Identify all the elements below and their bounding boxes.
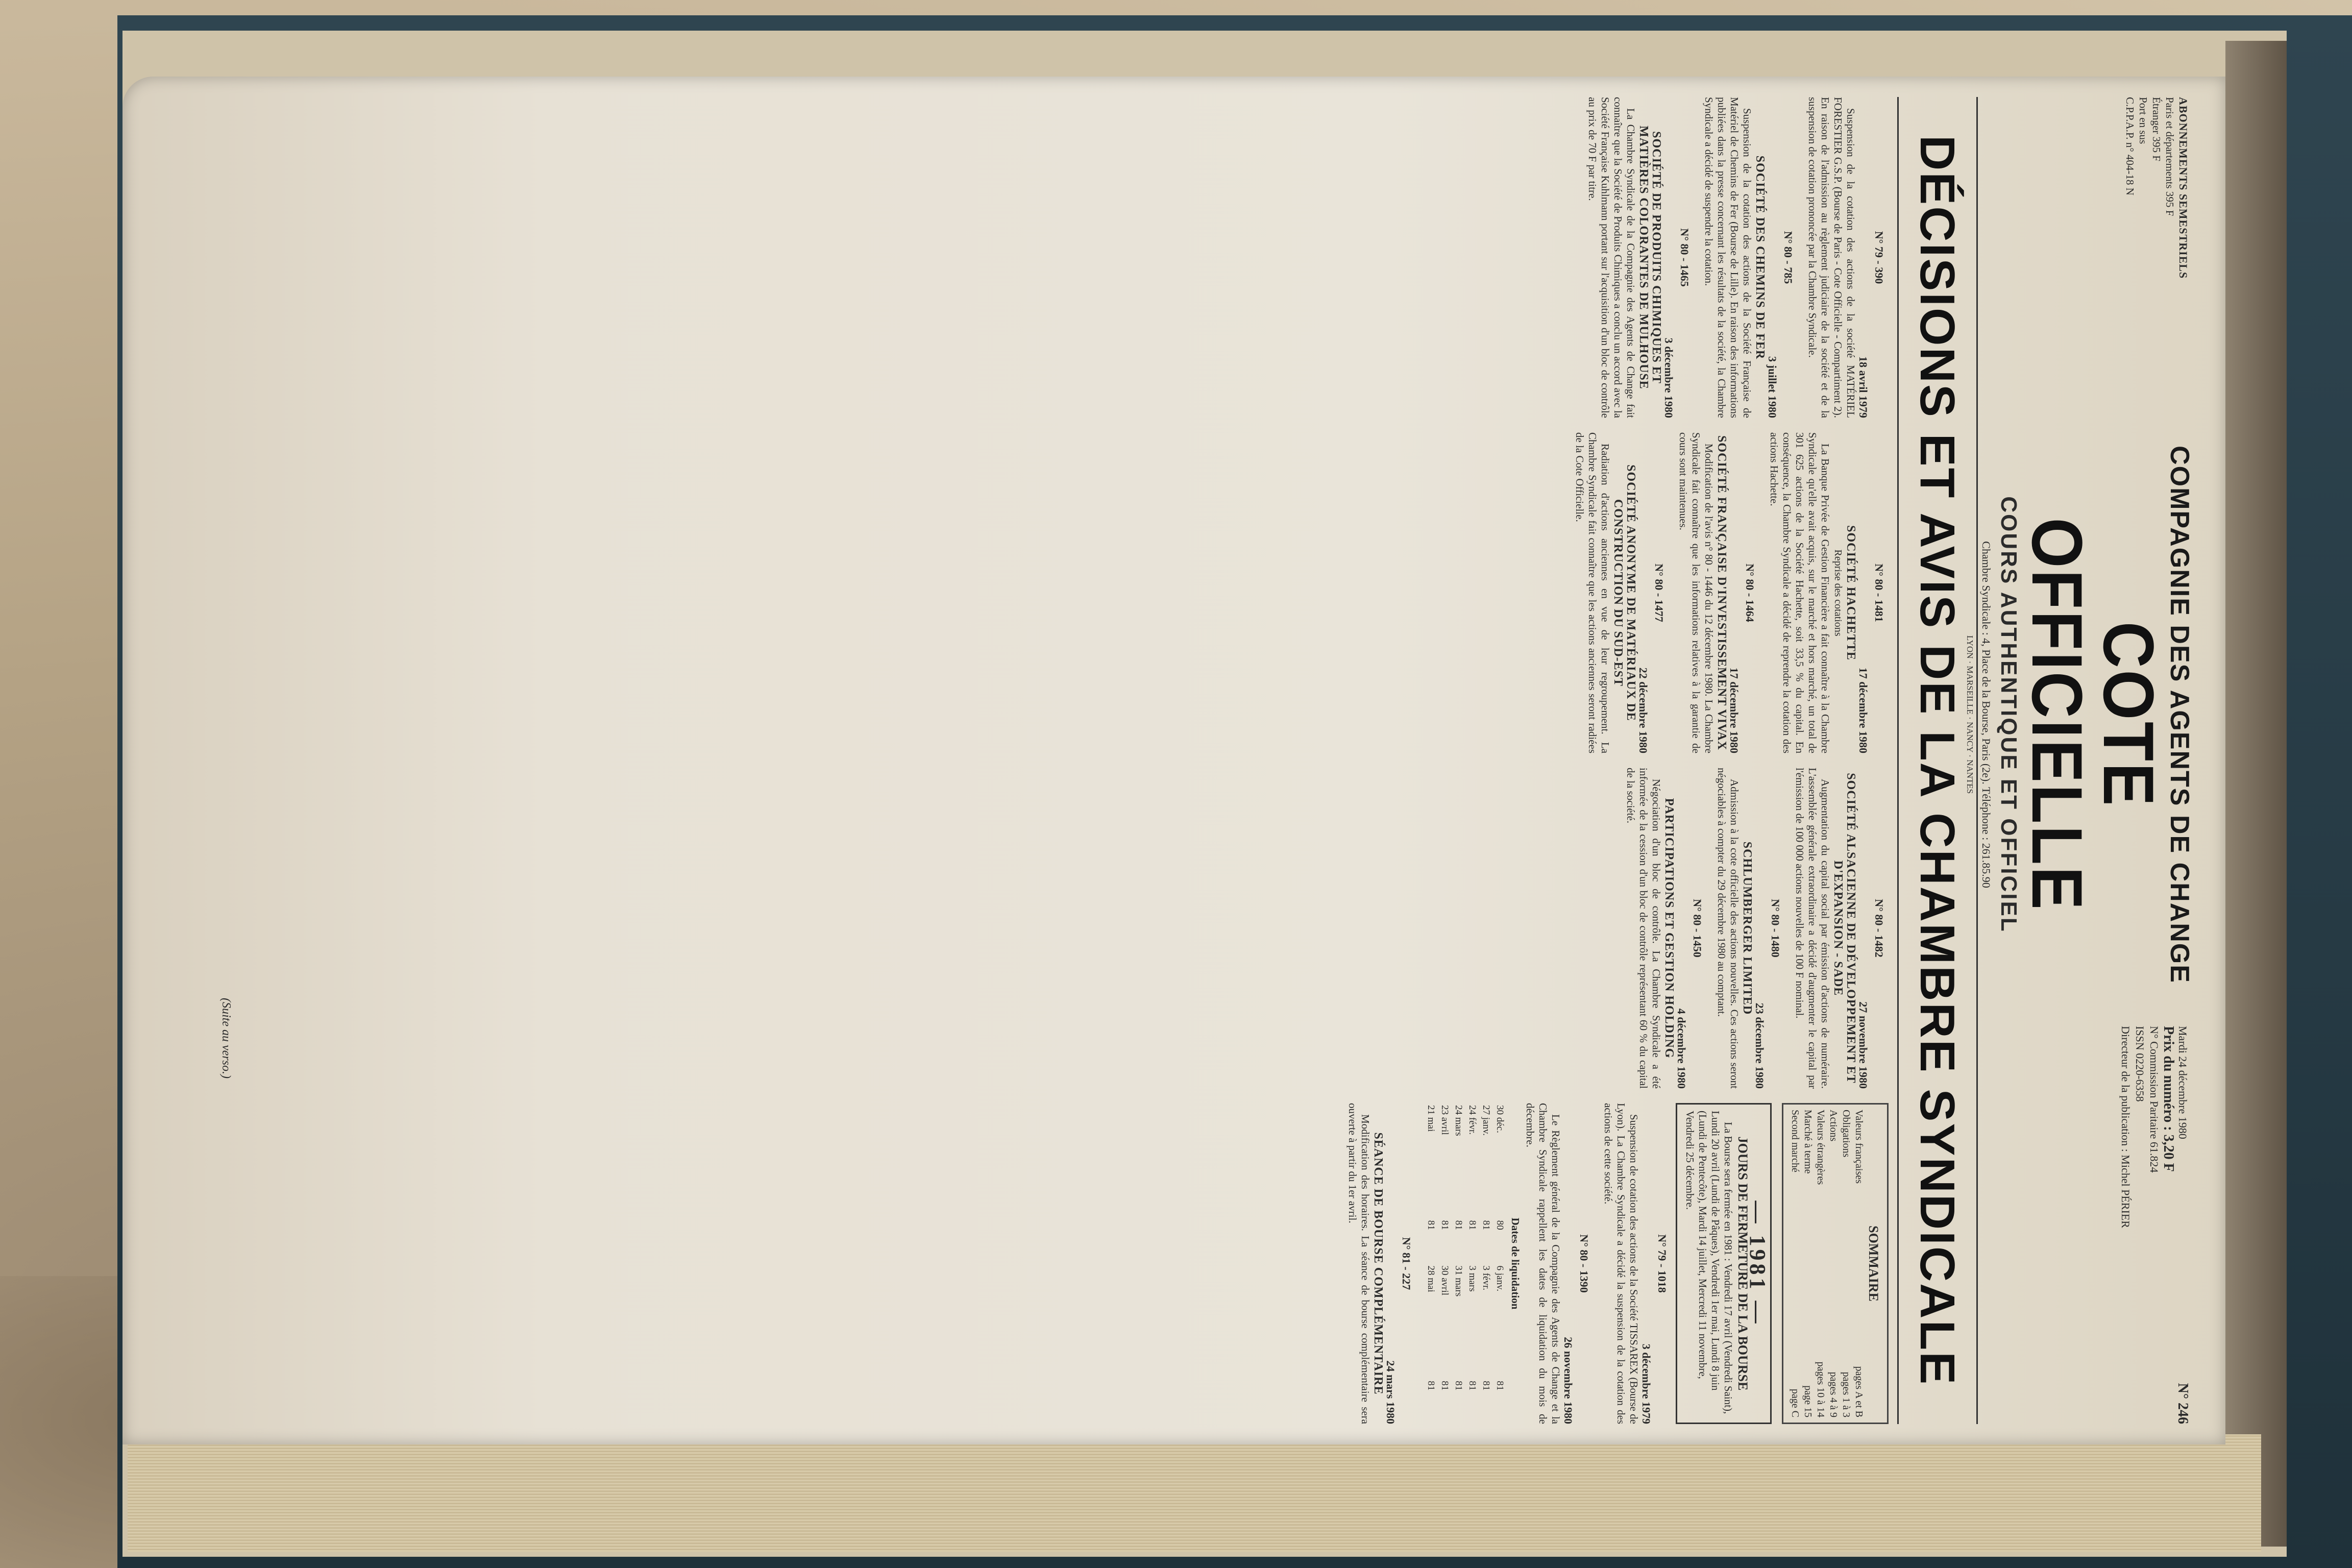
company-heading: SCHLUMBERGER LIMITED (1741, 841, 1754, 1015)
closing-days-text: La Bourse sera fermée en 1981 : Vendredi 17 avril (Vendredi Saint), Lundi 20 avril (Lundi de Pâques), Vendredi 1er mai, Lundi 8 juin (Lundi de Pentecôte), Mardi 14 juillet, Mercredi 11 novembre, Vendredi 25 décembre. (1684, 1111, 1734, 1414)
company-heading: SOCIÉTÉ FRANÇAISE D'INVESTISSEMENT VIVAX (1715, 435, 1728, 750)
table-row (1465, 1103, 1479, 1424)
subscription-line-1: Paris et départements 395 F (2164, 97, 2176, 216)
table-cell: 81 (1439, 1220, 1450, 1230)
summary-page: page 15 (1802, 1385, 1814, 1417)
notice-text: Admission à la cote officielle des actions nouvelles. Ces actions seront négociables à compter du 29 décembre 1980 au comptant. (1716, 768, 1741, 1089)
column-1 (204, 97, 1889, 418)
closing-days-box (1676, 1103, 1772, 1424)
issue-info (2118, 1026, 2190, 1424)
notice-number: N° 80 - 1481 (1873, 564, 1885, 622)
table-row (1424, 1103, 1438, 1424)
summary-page: pages 10 à 14 (1815, 1361, 1826, 1417)
notice-80-1390 (1424, 1103, 1590, 1424)
article-columns (204, 97, 1889, 1424)
table-cell: 24 mars (1453, 1105, 1464, 1136)
table-cell: 81 (1426, 1381, 1436, 1391)
notice-number: N° 80 - 1390 (1578, 1234, 1590, 1293)
masthead-rule (1976, 97, 1978, 1424)
company-heading: SOCIÉTÉ DE PRODUITS CHIMIQUES ET MATIÈRES COLORANTES DE MULHOUSE (1637, 126, 1663, 389)
summary-label: Obligations (1841, 1110, 1852, 1158)
notice-79-390 (1806, 97, 1885, 418)
masthead (1965, 97, 2195, 1424)
page-edges (128, 1434, 2261, 1552)
summary-label: Marché à terme (1802, 1110, 1814, 1174)
notice-81-227 (1346, 1103, 1413, 1424)
book-spine (2225, 41, 2287, 1547)
notice-date: 26 novembre 1980 (1562, 1337, 1575, 1424)
notice-date: 3 décembre 1980 (1662, 337, 1675, 418)
column-4 (204, 1103, 1889, 1424)
publication-title: COTE OFFICIELLE (2017, 518, 2169, 912)
table-cell: 81 (1439, 1381, 1450, 1391)
table-cell: 3 févr. (1481, 1265, 1491, 1291)
summary-page: pages A et B (1853, 1366, 1865, 1417)
table-cell: 81 (1481, 1381, 1491, 1391)
notice-80-1480 (1715, 768, 1782, 1089)
subscription-line-3: Port en sus (2137, 97, 2149, 144)
column-3 (204, 768, 1889, 1089)
notice-text: Suspension de la cotation des actions de la société MATÉRIEL FORESTIER G.S.P. (Bourse de Paris - Cote Officielle - Compartiment 2). En raison de l'admission au règlement judiciaire de la société et de la suspension de cotation prononcée par la Chambre Syndicale. (1806, 97, 1857, 418)
table-cell: 24 févr. (1467, 1105, 1478, 1135)
notice-date: 22 décembre 1980 (1637, 667, 1650, 753)
notice-number: N° 80 - 1464 (1744, 564, 1756, 622)
address-line: Chambre Syndicale : 4, Place de la Bourse, Paris (2e). Téléphone : 261.85.90 (1980, 541, 1993, 888)
table-cell: 23 avril (1439, 1105, 1450, 1135)
notice-number: N° 80 - 1450 (1691, 899, 1704, 958)
column-2 (204, 432, 1889, 753)
notice-date: 24 mars 1980 (1384, 1360, 1397, 1424)
notice-text: Négociation d'un bloc de contrôle. La Chambre Syndicale a été informée de la cession d'un bloc de contrôle représentant 60 % du capital de la société. (1625, 768, 1662, 1089)
company-name: COMPAGNIE DES AGENTS DE CHANGE (2165, 446, 2194, 984)
summary-row (1840, 1110, 1852, 1417)
table-cell: 81 (1467, 1220, 1478, 1230)
summary-label: Valeurs françaises (1853, 1110, 1865, 1184)
notice-number: N° 81 - 227 (1400, 1237, 1413, 1290)
notice-number: N° 80 - 785 (1782, 231, 1795, 284)
notice-text: La Chambre Syndicale de la Compagnie des Agents de Change fait connaître que la Société de Produits Chimiques a conclu un accord avec la Société Française Kuhlmann portant sur l'acquisition d'un bloc de contrôle au prix de 70 F par titre. (1586, 97, 1637, 418)
issue-date: Mardi 24 décembre 1980 (2176, 1026, 2189, 1139)
notice-date: 17 décembre 1980 (1728, 667, 1741, 753)
notice-date: 23 décembre 1980 (1753, 1002, 1766, 1089)
masthead-title-block (1964, 413, 2195, 1016)
table-cell: 6 janv. (1494, 1265, 1505, 1291)
issn-number: ISSN 0220-6358 (2134, 1026, 2146, 1102)
page-headline: DÉCISIONS ET AVIS DE LA CHAMBRE SYNDICALE (1910, 135, 1965, 1386)
notice-date: 3 décembre 1979 (1640, 1343, 1653, 1424)
summary-page: pages 4 à 9 (1828, 1371, 1839, 1417)
notice-date: 3 juillet 1980 (1766, 356, 1779, 418)
table-cell: 3 mars (1467, 1265, 1478, 1292)
summary-row (1827, 1110, 1840, 1417)
notice-date: 17 décembre 1980 (1857, 667, 1870, 753)
notice-80-1482 (1793, 768, 1885, 1089)
notice-text: Radiation d'actions anciennes en vue de leur regroupement. La Chambre Syndicale fait connaître que les actions anciennes seront radiées de la Cote Officielle. (1574, 432, 1611, 753)
headline-rule (1897, 97, 1899, 1424)
summary-row (1801, 1110, 1814, 1417)
notice-date: 4 décembre 1980 (1675, 1008, 1688, 1089)
issue-price: Prix du numéro : 3,20 F (2161, 1026, 2176, 1172)
table-row (1479, 1103, 1493, 1424)
notice-80-1465 (1586, 97, 1691, 418)
notice-number: N° 80 - 1465 (1678, 228, 1691, 287)
cppap-number: C.P.P.A.P. n° 404-18 N (2124, 97, 2136, 195)
summary-label: Valeurs étrangères (1815, 1110, 1826, 1185)
company-heading: SOCIÉTÉ ALSACIENNE DE DÉVELOPPEMENT ET D'EXPANSION - SADE (1831, 773, 1857, 1084)
branches-line: LYON · MARSEILLE · NANCY · NANTES (1965, 635, 1975, 794)
table-cell: 30 avril (1439, 1265, 1450, 1296)
table-cell: 81 (1453, 1220, 1464, 1230)
liquidation-table (1424, 1103, 1507, 1424)
notice-80-1481 (1768, 432, 1885, 753)
liquidation-table-title: Dates de liquidation (1509, 1217, 1522, 1310)
notice-number: N° 79 - 390 (1873, 231, 1885, 284)
notice-date: 27 novembre 1980 (1857, 1001, 1870, 1089)
commission-number: N° Commission Paritaire 61.824 (2148, 1026, 2161, 1173)
publication-subtitle: COURS AUTHENTIQUE ET OFFICIEL (1996, 496, 2021, 933)
table-row (1452, 1103, 1465, 1424)
continued-note: (Suite au verso.) (219, 998, 233, 1079)
summary-label: Second marché (1790, 1110, 1801, 1172)
summary-label: Actions (1828, 1110, 1839, 1142)
table-cell: 81 (1467, 1381, 1478, 1391)
publication-director: Directeur de la publication : Michel PÉRIER (2119, 1026, 2132, 1228)
summary-title: SOMMAIRE (1866, 1226, 1881, 1302)
notice-80-1464 (1677, 432, 1756, 753)
notice-number: N° 79 - 1018 (1656, 1234, 1669, 1293)
notice-80-1477 (1573, 432, 1665, 753)
notice-text: Suspension de la cotation des actions de la Société Française de Matériel de Chemins de Fer (Bourse de Lille). En raison des informations publiées dans la presse concernant les résultats de la société, la Chambre Syndicale a décidé de suspendre la cotation. (1703, 97, 1753, 418)
table-cell: 80 (1494, 1220, 1505, 1230)
table-row (1493, 1103, 1507, 1424)
closing-year: — 1981 — (1745, 1200, 1770, 1327)
company-heading: SÉANCE DE BOURSE COMPLÉMENTAIRE (1371, 1132, 1385, 1395)
table-cell: 30 déc. (1494, 1105, 1505, 1133)
table-cell: 31 mars (1453, 1265, 1464, 1297)
subscription-line-2: Étranger 395 F (2150, 97, 2163, 161)
company-heading: SOCIÉTÉ HACHETTE (1844, 525, 1857, 660)
notice-text: La Banque Privée de Gestion Financière a fait connaître à la Chambre Syndicale qu'elle avait acquis, sur le marché et hors marché, un total de 301 625 actions de la Société Hachette, soit 33,5 % du capital. En conséquence, la Chambre Syndicale a décidé de reprendre la cotation des actions Hachette. (1768, 432, 1831, 753)
summary-box (1782, 1103, 1889, 1424)
table-cell: 28 mai (1426, 1265, 1436, 1292)
notice-date: 18 avril 1979 (1857, 356, 1870, 418)
notice-text: Le Règlement général de la Compagnie des Agents de Change et la Chambre Syndicale rappellent les dates de liquidation du mois de décembre. (1524, 1103, 1562, 1424)
company-heading: SOCIÉTÉ ANONYME DE MATÉRIAUX DE CONSTRUCTION DU SUD-EST (1611, 464, 1637, 721)
summary-row (1814, 1110, 1827, 1417)
table-cell: 81 (1481, 1220, 1491, 1230)
notice-number: N° 80 - 1477 (1653, 564, 1665, 622)
summary-row (1852, 1110, 1865, 1417)
table-cell: 81 (1426, 1220, 1436, 1230)
notice-text: Suspension de cotation des actions de la Société TISSAREX (Bourse de Lyon). La Chambre Syndicale a décidé la suspension de la cotation des actions de cette société. (1602, 1103, 1640, 1424)
notice-80-1450 (1624, 768, 1704, 1089)
table-cell: 81 (1453, 1381, 1464, 1391)
subscription-box (2123, 97, 2190, 403)
newspaper-page (122, 77, 2225, 1444)
table-cell: 21 mai (1426, 1105, 1436, 1132)
notice-text: Modification de l'avis n° 80 - 1446 du 12 décembre 1980. La Chambre Syndicale fait connaître que les informations relatives à la garantie de cours sont maintenues. (1677, 432, 1715, 753)
summary-page: pages 1 à 3 (1841, 1371, 1852, 1417)
company-heading: PARTICIPATIONS ET GESTION HOLDING (1662, 798, 1676, 1059)
notice-80-785 (1702, 97, 1795, 418)
table-row (1438, 1103, 1452, 1424)
notice-subheading: Reprise des cotations (1832, 549, 1844, 636)
notice-number: N° 80 - 1480 (1769, 899, 1782, 958)
issue-number: N° 246 (2175, 1383, 2191, 1424)
closing-days-title: JOURS DE FERMETURE DE LA BOURSE (1735, 1136, 1750, 1391)
table-cell: 81 (1494, 1381, 1505, 1391)
page-content-rotated (184, 97, 2195, 1424)
notice-text: Modification des horaires. La séance de bourse complémentaire sera ouverte à partir du 1er avril. (1346, 1103, 1371, 1424)
summary-row (1788, 1110, 1801, 1417)
notice-text: Augmentation du capital social par émission d'actions de numéraire. L'assemblée générale extraordinaire a décidé d'augmenter le capital par l'émission de 100 000 actions nouvelles de 100 F nominal. (1794, 768, 1831, 1089)
notice-79-1018 (1602, 1103, 1669, 1424)
table-cell: 27 janv. (1481, 1105, 1491, 1136)
company-heading: SOCIÉTÉ DES CHEMINS DE FER (1753, 155, 1767, 360)
subscription-title: ABONNEMENTS SEMESTRIELS (2177, 97, 2190, 279)
notice-number: N° 80 - 1482 (1873, 899, 1885, 958)
summary-page: page C (1790, 1388, 1801, 1417)
